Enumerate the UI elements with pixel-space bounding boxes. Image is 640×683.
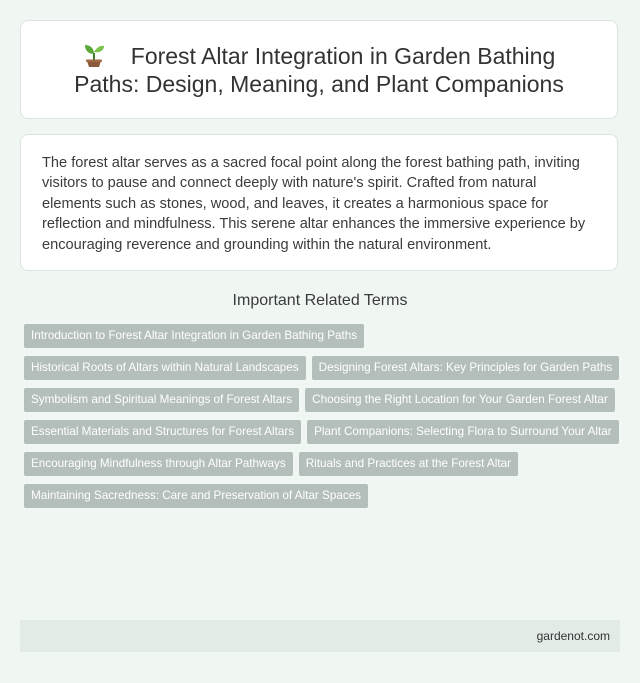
related-term-tag[interactable]: Maintaining Sacredness: Care and Preservation of Altar Spaces [24,484,368,508]
title-card [20,20,618,119]
related-term-tag[interactable]: Designing Forest Altars: Key Principles for Garden Paths [312,356,620,380]
related-term-tag[interactable]: Encouraging Mindfulness through Altar Pathways [24,452,293,476]
title-text: Forest Altar Integration in Garden Bathing Paths: Design, Meaning, and Plant Companions [74,43,564,97]
footer-site-link[interactable]: gardenot.com [536,629,610,643]
footer [20,620,620,652]
description-text: The forest altar serves as a sacred focal point along the forest bathing path, inviting visitors to pause and connect deeply with nature's spirit. Crafted from natural elements such as stones, wood, and leaves, it creates a harmonious space for reflection and mindfulness. This serene altar enhances the immersive experience by encouraging reverence and grounding within the natural environment. [42,155,586,253]
sprout-icon [83,41,105,67]
related-term-tag[interactable]: Choosing the Right Location for Your Garden Forest Altar [305,388,615,412]
related-term-tag[interactable]: Essential Materials and Structures for Forest Altars [24,420,301,444]
page-title [51,41,587,98]
related-term-tag[interactable]: Historical Roots of Altars within Natural Landscapes [24,356,306,380]
related-term-tag[interactable]: Plant Companions: Selecting Flora to Surround Your Altar [307,420,619,444]
description-card [20,134,618,271]
related-term-tag[interactable]: Symbolism and Spiritual Meanings of Forest Altars [24,388,299,412]
related-terms-heading: Important Related Terms [232,292,408,309]
related-term-tag[interactable]: Rituals and Practices at the Forest Altar [299,452,518,476]
related-terms-list [24,324,624,508]
related-term-tag[interactable]: Introduction to Forest Altar Integration in Garden Bathing Paths [24,324,364,348]
